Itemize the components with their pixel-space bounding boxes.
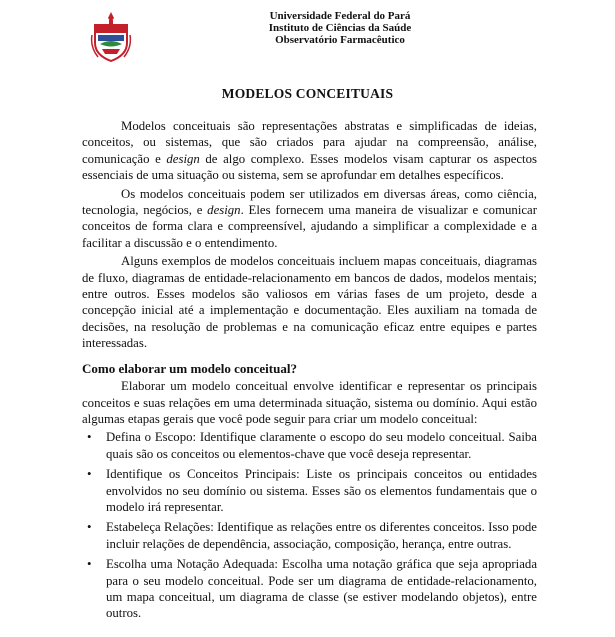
header-university: Universidade Federal do Pará: [269, 10, 411, 22]
section-intro: Elaborar um modelo conceitual envolve identificar e representar os principais conceitos e suas relações em uma determinada situação, sistema ou domínio. Aqui estão algumas etapas gerais que você pode seguir para criar um modelo conceitual:: [82, 379, 537, 426]
document-title: MODELOS CONCEITUAIS: [221, 86, 394, 101]
list-item: • Identifique os Conceitos Principais: Liste os principais conceitos ou entidades envolvidos no seu domínio ou sistema. Esses são os elementos fundamentais que o modelo irá representar.: [87, 467, 537, 514]
university-crest-logo: [90, 11, 132, 63]
section-heading: Como elaborar um modelo conceitual?: [82, 360, 297, 376]
list-item: • Estabeleça Relações: Identifique as relações entre os diferentes conceitos. Isso pode incluir relações de dependência, associação, composição, herança, entre outras.: [87, 520, 537, 551]
paragraph-1: Modelos conceituais são representações abstratas e simplificadas de ideias, conceitos, ou sistemas, que são criados para ajudar na compreensão, análise, comunicação e design de algo complexo. Esses modelos visam capturar os aspectos essenciais de uma situação ou sistema, sem se aprofundar em detalhes específicos.: [82, 119, 537, 183]
document-body: [82, 118, 537, 626]
bullet-icon: •: [87, 430, 92, 445]
list-item: • Defina o Escopo: Identifique claramente o escopo do seu modelo conceitual. Saiba quais são os conceitos ou elementos-chave que você deseja representar.: [87, 430, 537, 461]
header-observatory: Observatório Farmacêutico: [275, 34, 405, 46]
bullet-icon: •: [87, 520, 92, 535]
paragraph-3: Alguns exemplos de modelos conceituais incluem mapas conceituais, diagramas de fluxo, diagramas de entidade-relacionamento em bancos de dados, modelos mentais; entre outros. Esses modelos são valiosos em várias fases de um projeto, desde a concepção inicial até a implementação e documentação. Eles auxiliam na tomada de decisões, na resolução de problemas e na comunicação eficaz entre equipes e partes interessadas.: [82, 254, 537, 351]
paragraph-2: Os modelos conceituais podem ser utilizados em diversas áreas, como ciência, tecnologia, negócios, e design. Eles fornecem uma maneira de visualizar e comunicar conceitos de forma clara e compreensível, ajudando a simplificar a complexidade e a facilitar a discussão e o entendimento.: [82, 186, 538, 250]
header-institute: Instituto de Ciências da Saúde: [268, 22, 412, 34]
document-header: [240, 10, 440, 46]
steps-list: [82, 429, 537, 621]
bullet-icon: •: [87, 557, 92, 572]
list-item: • Escolha uma Notação Adequada: Escolha uma notação gráfica que seja apropriada para o seu modelo conceitual. Pode ser um diagrama de entidade-relacionamento, um mapa conceitual, um diagrama de classe (se estiver modelando objetos), entre outros.: [87, 557, 537, 621]
bullet-icon: •: [87, 467, 92, 482]
